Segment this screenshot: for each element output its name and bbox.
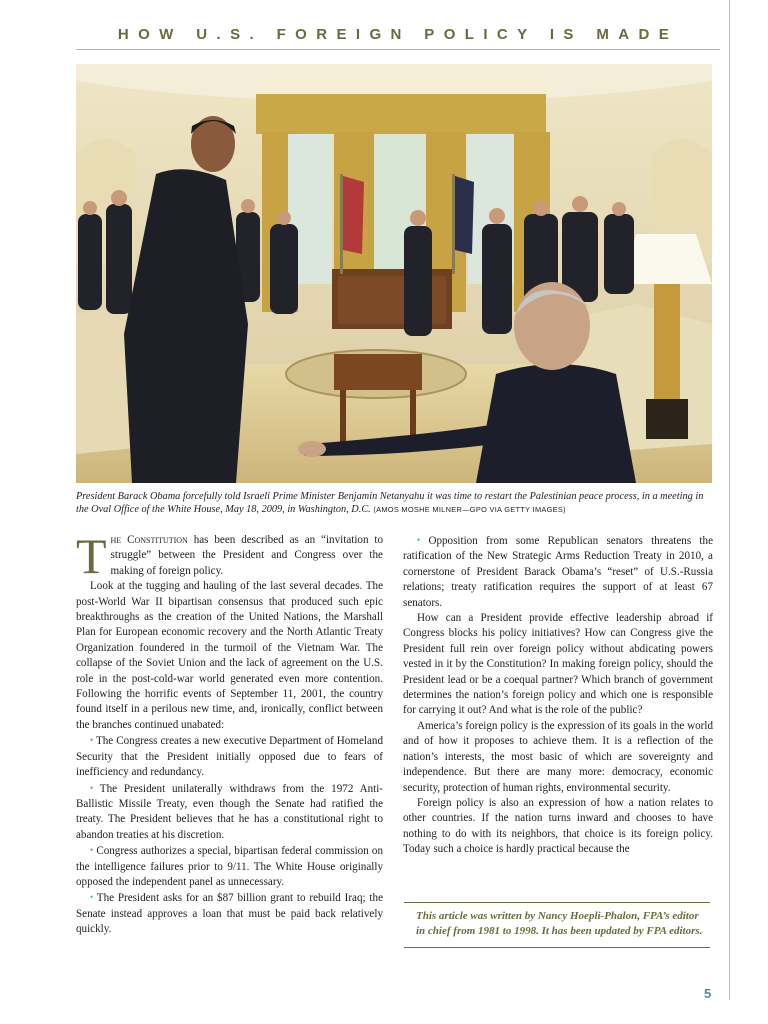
bullet-text-2: The President unilaterally withdraws from the 1972 Anti-Ballistic Missile Treaty, even though the Senate had ratified the treaty. The President believes that he has a constitutional right to abandon treaties at his discretion.: [76, 782, 383, 841]
bullet-item-4: [76, 890, 383, 937]
bullet-text-3: Congress authorizes a special, bipartisan federal commission on the intelligence failures prior to 9/11. The White House originally opposed the independent panel as unnecessary.: [76, 845, 383, 888]
bullet-icon: •: [90, 892, 94, 903]
header-divider: [76, 49, 720, 50]
bullet-text-4: The President asks for an $87 billion grant to rebuild Iraq; the Senate instead approves a loan that must be paid back relatively quickly.: [76, 892, 383, 936]
photo-credit: (AMOS MOSHE MILNER—GPO VIA GETTY IMAGES): [373, 505, 566, 514]
lead-paragraph: [76, 528, 384, 584]
bullet-icon: •: [90, 845, 94, 856]
article-paragraph-3: America’s foreign policy is the expression of its goals in the world and of how it proposes to achieve them. It is a reflection of the nation’s interests, the most basic of which are sovereignty and independence. But there are many more: democracy, economic security, protection of human rights, environmental security.: [403, 719, 713, 794]
photo-caption: [76, 490, 716, 516]
bullet-text-5: Opposition from some Republican senators threatens the ratification of the New Strategic Arms Reduction Treaty in 2010, a cornerstone of President Barack Obama’s “reset” of U.S.-Russia relations; treaty ratification requires the support of at least 67 senators.: [403, 535, 713, 609]
article-paragraph-2: How can a President provide effective leadership abroad if Congress blocks his policy initiatives? How can Congress give the President full rein over foreign policy without abdicating powers vested in it by the Constitution? In making foreign policy, should the President lead or be a coequal partner? Which branch of government determines the nation’s foreign policy and which one is responsible for carrying it out? And what is the role of the public?: [403, 612, 713, 717]
caption-text: President Barack Obama forcefully told Israeli Prime Minister Benjamin Netanyahu it was time to restart the Palestinian peace process, in a meeting in the Oval Office of the White House, May 18, 2009, in Washington, D.C.: [76, 491, 704, 515]
bullet-icon: •: [90, 735, 94, 746]
bullet-text-1: The Congress creates a new executive Department of Homeland Security that the President initially opposed due to fears of inefficiency and redundancy.: [76, 735, 383, 779]
bullet-icon: •: [90, 782, 94, 793]
page-edge-rule: [729, 0, 730, 1000]
bullet-item-3: [76, 843, 383, 890]
author-note-box: [404, 902, 710, 948]
article-column-left: [76, 528, 384, 938]
drop-cap: T: [76, 528, 107, 584]
article-paragraph-1: Look at the tugging and hauling of the last several decades. The post-World War II bipartisan consensus that produced such epic breakthroughs as the creation of the United Nations, the Marshall Plan for European economic recovery and the North Atlantic Treaty Organization foundered in the turmoil of the Vietnam War. The collapse of the Soviet Union and the lack of agreement on the U.S. role in the post-cold-war world generated even more contention. Following the horrific events of September 11, 2001, the country found itself in a perilous new time, and, ironically, conflict between the branches continued unabated:: [76, 580, 383, 731]
article-column-right: [403, 533, 713, 858]
bullet-item-5: [403, 533, 713, 611]
lead-small-caps: he Constitution: [110, 534, 188, 546]
bullet-item-2: [76, 781, 383, 844]
bullet-icon: •: [417, 535, 421, 545]
page-number: 5: [704, 986, 712, 1001]
running-header: HOW U.S. FOREIGN POLICY IS MADE: [117, 26, 679, 43]
author-note: This article was written by Nancy Hoepli-Phalon, FPA’s editor in chief from 1981 to 1998. It has been updated by FPA editors.: [416, 910, 703, 937]
lead-text: has been described as an “invitation to struggle” between the President and Congress over the making of foreign policy.: [110, 534, 384, 577]
bullet-item-1: [76, 733, 383, 780]
oval-office-photo: [76, 64, 712, 483]
article-paragraph-4: Foreign policy is also an expression of how a nation relates to other countries. If the nation turns inward and chooses to have nothing to do with its neighbors, that choice is its foreign policy. Today such a choice is hardly practical because the: [403, 796, 713, 856]
